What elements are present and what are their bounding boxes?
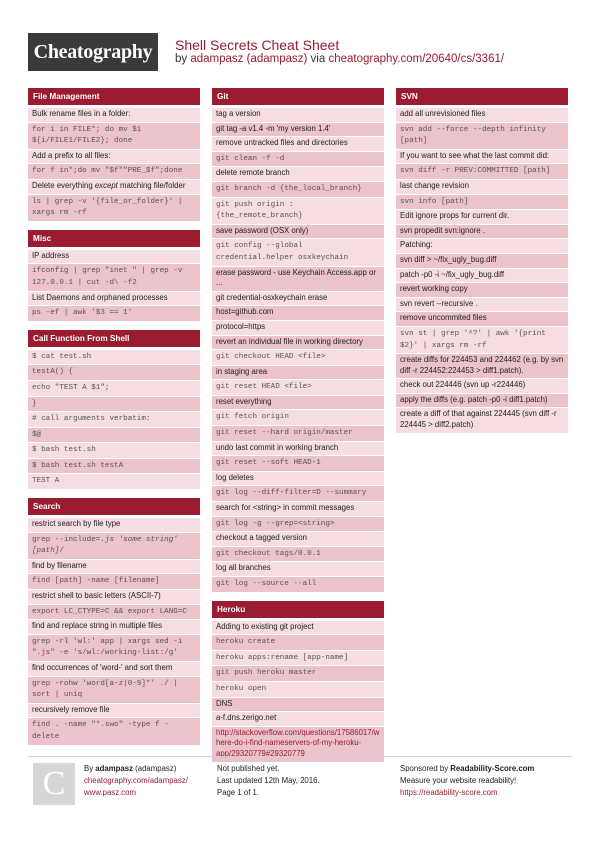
cheat-row [28, 718, 200, 745]
code-text: git checkout tags/0.0.1 [216, 549, 321, 558]
code-text: svn info [path] [400, 197, 469, 206]
code-text: grep -rohw 'word[a-z|0-9]*' ./ | sort | uniq [32, 679, 178, 700]
row-text: recursively remove file [32, 704, 110, 714]
cheat-row [212, 380, 384, 396]
footer-author-rest: (adampasz) [135, 764, 177, 773]
cheat-row [28, 560, 200, 575]
cheat-row [212, 442, 384, 457]
row-text: find by filename [32, 560, 87, 570]
section-call-function-from-shell [28, 330, 200, 490]
code-text: echo "TEST A $1"; [32, 383, 110, 392]
row-text: remove untracked files and directories [216, 138, 348, 148]
cheat-row [396, 108, 568, 123]
code-text: git reset --hard origin/master [216, 429, 353, 438]
sheet-byline [175, 53, 504, 65]
footer-sponsor-name[interactable]: Readability-Score.com [450, 764, 535, 773]
code-text: ifconfig | grep "inet " | grep -v 127.0.0.1 | cut -d\ -f2 [32, 267, 183, 287]
cheat-row [212, 410, 384, 426]
cheat-row [396, 239, 568, 254]
footer-updated: Last updated 12th May, 2016. [217, 776, 320, 785]
code-text: $ cat test.sh [32, 352, 92, 361]
cheat-row [396, 327, 568, 354]
row-text: create diffs for 224453 and 224462 (e.g. by svn diff -r 224452:224453 > diff1.patch). [400, 355, 564, 375]
cheat-row [212, 225, 384, 240]
code-text: $@ [32, 430, 42, 439]
cheat-row [212, 621, 384, 636]
row-text: svn propedit svn:ignore . [400, 225, 485, 235]
cheat-row [396, 408, 568, 433]
cheat-row [396, 269, 568, 284]
cheat-row [212, 472, 384, 487]
cheat-row [212, 682, 384, 698]
row-text: erase password - use Keychain Access.app or ... [216, 267, 376, 288]
cheat-row [396, 298, 568, 313]
cheat-row [212, 108, 384, 123]
row-text: Patching: [400, 240, 433, 250]
cheat-row [396, 164, 568, 180]
row-text: Delete everything [32, 180, 95, 190]
code-text: heroku apps:rename [app-name] [216, 653, 349, 662]
cheat-row [212, 517, 384, 533]
cheat-row [396, 254, 568, 269]
row-text: revert working copy [400, 284, 468, 294]
row-text: revert an individual file in working directory [216, 336, 363, 346]
code-text: find [path] -name [filename] [32, 577, 160, 586]
cheat-row [396, 225, 568, 240]
section-svn [396, 88, 568, 434]
row-text: Add a prefix to all files: [32, 150, 111, 160]
row-text: check out 224446 (svn up -r224446) [400, 380, 526, 390]
code-text: git log --diff-filter=D --summary [216, 489, 367, 498]
code-text: # call arguments verbatim: [32, 415, 151, 424]
cheat-row [28, 306, 200, 322]
cheat-row [212, 306, 384, 321]
code-text: heroku open [216, 684, 267, 693]
code-text: heroku create [216, 638, 276, 647]
code-text: $ bash test.sh [32, 446, 96, 455]
cheat-row [212, 350, 384, 366]
cheat-row [212, 152, 384, 168]
byline-via: via [310, 53, 326, 65]
cheat-row [212, 198, 384, 225]
code-text: git log --source --all [216, 580, 317, 588]
code-text: ls | grep -v '{file_or_folder}' | xargs rm -rf [32, 197, 183, 218]
cheat-row [212, 562, 384, 577]
code-text: svn add --force --depth infinity [path] [400, 125, 546, 146]
cheat-row [396, 180, 568, 195]
cheat-row [212, 182, 384, 198]
footer-site-url[interactable]: www.pasz.com [84, 788, 136, 797]
row-text: restrict shell to basic letters (ASCII-7) [32, 591, 161, 601]
cheat-row [212, 336, 384, 351]
row-text: IP address [32, 250, 70, 260]
section-title: Call Function From Shell [28, 330, 200, 350]
cheat-row [396, 210, 568, 225]
cheat-row [28, 428, 200, 444]
footer-author [84, 763, 188, 799]
cheat-row [212, 532, 384, 547]
section-title: Heroku [212, 601, 384, 621]
cheat-row [28, 350, 200, 366]
row-text: find occurrences of 'word-' and sort them [32, 663, 173, 672]
column-3 [396, 88, 568, 442]
footer-sponsor-prefix: Sponsored by [400, 764, 449, 773]
cheat-row [212, 426, 384, 442]
code-text: / [59, 547, 64, 556]
column-1 [28, 88, 200, 754]
code-text: git branch -d {the_local_branch} [216, 184, 362, 193]
row-text: svn diff > ~/fix_ugly_bug.diff [400, 254, 497, 264]
cheat-row [28, 180, 200, 195]
cheat-row [212, 502, 384, 517]
cheat-row [396, 312, 568, 327]
cheat-row [28, 533, 200, 560]
cheat-row [212, 651, 384, 667]
cheat-row [212, 712, 384, 727]
footer-sponsor-tagline: Measure your website readability! [400, 776, 517, 785]
row-text: apply the diffs (e.g. patch -p0 -i diff1.patch) [400, 394, 548, 404]
row-text: find and replace string in multiple files [32, 621, 163, 631]
code-text: TEST A [32, 477, 60, 486]
row-text: log deletes [216, 472, 254, 482]
cheat-row [396, 354, 568, 379]
cheat-row [212, 137, 384, 152]
cheat-row [212, 239, 384, 266]
code-text: grep --include= [32, 535, 101, 544]
cheat-row [396, 195, 568, 211]
footer-publish-info [217, 763, 320, 799]
cheat-row [212, 167, 384, 182]
footer [28, 756, 572, 817]
footer-author-bold[interactable]: adampasz [95, 764, 133, 773]
row-text: log all branches [216, 563, 271, 573]
section-heroku [212, 601, 384, 763]
code-text: export LC_CTYPE=C && export LANG=C [32, 607, 187, 616]
code-text: $ bash test.sh testA [32, 461, 124, 470]
cheat-row [28, 123, 200, 150]
cheat-row [212, 486, 384, 502]
code-text: .js 'some string' [path] [32, 535, 178, 556]
row-text: except [94, 180, 118, 190]
cheat-row [28, 150, 200, 165]
code-text: git reset HEAD <file> [216, 383, 312, 392]
row-text: checkout a tagged version [216, 533, 308, 543]
code-text: git config --global credential.helper osxkeychain [216, 242, 349, 262]
reference-link[interactable]: http://stackoverflow.com/questions/17586017/where-do-i-find-nameservers-of-my-heroku-app/29320779#29320779 [216, 727, 380, 758]
footer-author-url[interactable]: cheatography.com/adampasz/ [84, 776, 188, 785]
sheet-title: Shell Secrets Cheat Sheet [175, 37, 340, 53]
row-text: add all unrevisioned files [400, 109, 486, 118]
row-text: remove uncommited files [400, 313, 487, 323]
cheatography-logo[interactable]: Cheatography [28, 33, 158, 71]
row-text: reset everything [216, 396, 272, 406]
row-text: matching file/folder [117, 180, 186, 190]
code-text: git reset --soft HEAD-1 [216, 459, 321, 468]
cheat-row [28, 474, 200, 490]
footer-sponsor [400, 763, 534, 799]
cheat-row [212, 267, 384, 292]
footer-page: Page 1 of 1. [217, 788, 260, 797]
row-text: svn revert --recursive . [400, 298, 478, 308]
cheat-row [28, 397, 200, 413]
column-2 [212, 88, 384, 771]
sheet-url-link[interactable]: cheatography.com/20640/cs/3361/ [328, 53, 505, 65]
cheat-row [212, 456, 384, 472]
cheat-row [28, 108, 200, 123]
cheat-row [28, 677, 200, 704]
row-text: host=github.com [216, 307, 274, 317]
footer-published: Not published yet. [217, 764, 280, 773]
code-text: } [32, 399, 37, 408]
cheat-row [28, 443, 200, 459]
row-text: DNS [216, 698, 233, 708]
cheat-row [212, 321, 384, 336]
row-text: save password (OSX only) [216, 225, 309, 235]
code-text: find . -name "*.swo" -type f -delete [32, 721, 169, 741]
cheat-row [396, 394, 568, 409]
cheat-row [212, 547, 384, 563]
cheat-row [28, 662, 200, 677]
cheat-row [28, 574, 200, 590]
cheat-row [28, 704, 200, 719]
row-text: delete remote branch [216, 168, 290, 178]
row-text: undo last commit in working branch [216, 442, 339, 452]
cheat-row [28, 635, 200, 662]
cheat-row [396, 379, 568, 394]
row-text: create a diff of that against 224445 (svn diff -r 224445 > diff2.patch) [400, 409, 557, 430]
code-text: for f in*;do mv "$f""PRE_$f";done [32, 167, 183, 176]
code-text: git push origin :{the_remote_branch} [216, 200, 303, 221]
cheat-row [396, 123, 568, 150]
cheat-row [212, 698, 384, 713]
byline-by: by [175, 53, 188, 65]
code-text: svn st | grep '^?' | awk '{print $2}' | xargs rm -rf [400, 329, 546, 350]
row-text: git credential-osxkeychain erase [216, 292, 328, 302]
cheat-row [212, 123, 384, 138]
section-misc [28, 230, 200, 322]
footer-logo: C [33, 763, 75, 805]
row-text: Adding to existing git project [216, 621, 314, 631]
code-text: git checkout HEAD <file> [216, 353, 326, 362]
cheat-row [212, 666, 384, 682]
code-text: for i in FILE*; do mv $i ${i/FILE1/FILE2}; done [32, 125, 142, 146]
cheat-row [28, 459, 200, 475]
section-search [28, 498, 200, 746]
cheat-row [212, 396, 384, 411]
code-text: git push heroku master [216, 669, 317, 678]
code-text: git log -g --grep=<string> [216, 519, 335, 528]
cheat-row [396, 150, 568, 165]
section-title: Git [212, 88, 384, 108]
cheat-row [28, 365, 200, 381]
code-text: svn diff -r PREV:COMMITTED [path] [400, 167, 551, 176]
cheat-row [28, 381, 200, 397]
cheat-row [28, 164, 200, 180]
row-text: protocol=https [216, 321, 266, 331]
row-text: git tag -a v1.4 -m 'my version 1.4' [216, 123, 331, 133]
code-text: grep -rl 'wl:' app | xargs sed -i ".js" -e 's/wl:/working-list:/g' [32, 637, 183, 658]
row-text: If you want to see what the last commit did: [400, 150, 550, 160]
row-text: last change revision [400, 180, 469, 190]
cheat-row [28, 518, 200, 533]
row-text: search for <string> in commit messages [216, 503, 355, 513]
row-text: Bulk rename files in a folder: [32, 109, 131, 118]
cheat-row [212, 635, 384, 651]
row-text: a-f.dns.zerigo.net [216, 713, 277, 723]
cheat-row [28, 590, 200, 605]
section-git [212, 88, 384, 593]
code-text: git fetch origin [216, 413, 289, 422]
cheat-row [28, 195, 200, 222]
code-text: git clean -f -d [216, 154, 285, 163]
cheat-row [28, 264, 200, 291]
row-text: patch -p0 -i ~/fix_ugly_bug.diff [400, 269, 505, 279]
footer-by: By [84, 764, 94, 773]
cheat-row [212, 292, 384, 307]
cheat-row [28, 250, 200, 265]
section-file-management [28, 88, 200, 222]
section-title: File Management [28, 88, 200, 108]
cheat-row [28, 605, 200, 621]
section-title: Misc [28, 230, 200, 250]
row-text: in staging area [216, 366, 268, 376]
row-text: List Daemons and orphaned processes [32, 292, 168, 302]
author-link[interactable]: adampasz (adampasz) [190, 53, 308, 65]
cheat-row [28, 620, 200, 635]
row-text: tag a version [216, 109, 261, 118]
code-text: ps -ef | awk '$3 == 1' [32, 309, 133, 318]
row-text: Edit ignore props for current dir. [400, 211, 510, 221]
footer-sponsor-url[interactable]: https://readability-score.com [400, 788, 498, 797]
section-title: SVN [396, 88, 568, 108]
cheat-row [28, 292, 200, 307]
code-text: testA() { [32, 368, 74, 377]
section-title: Search [28, 498, 200, 518]
cheat-row [212, 366, 384, 381]
row-text: restrict search by file type [32, 519, 121, 529]
cheat-row [396, 283, 568, 298]
cheat-row [28, 412, 200, 428]
cheat-row [212, 577, 384, 593]
